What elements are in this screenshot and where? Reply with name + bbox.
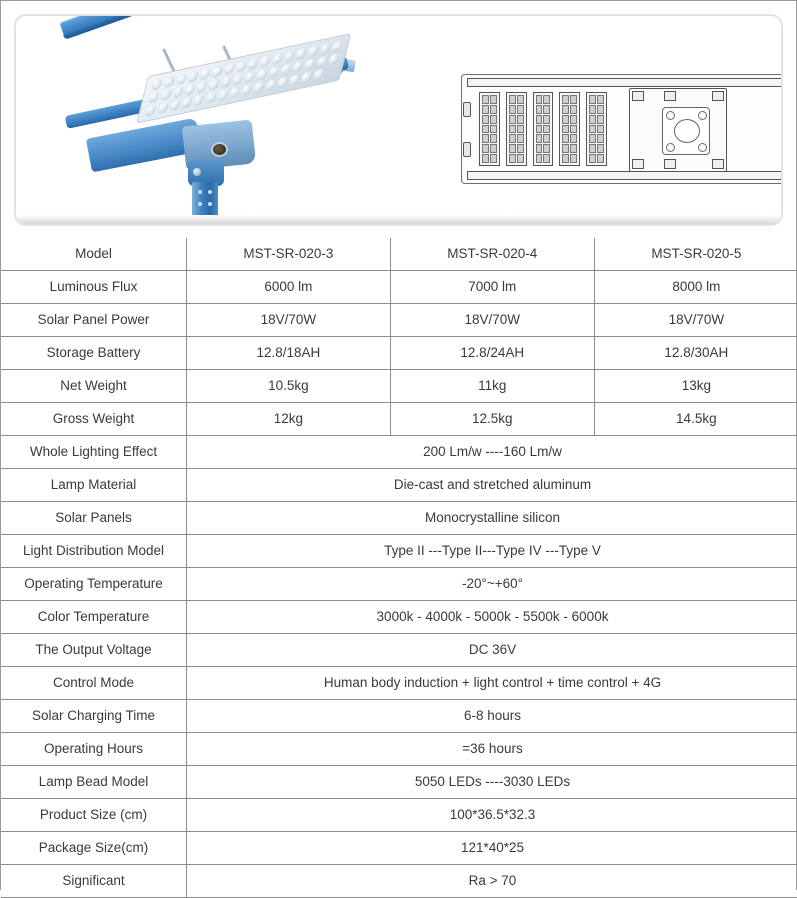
spec-value: 10.5kg <box>187 370 391 403</box>
spec-value: 200 Lm/w ----160 Lm/w <box>187 436 797 469</box>
mounting-bracket-outline <box>629 88 727 172</box>
bracket-tab <box>664 91 676 101</box>
spec-label: Lamp Material <box>1 469 187 502</box>
led-module-array <box>479 92 607 166</box>
side-nub <box>781 118 783 133</box>
spec-value: 8000 lm <box>594 271 797 304</box>
spec-value: 18V/70W <box>390 304 594 337</box>
led-module <box>586 92 607 166</box>
table-row <box>1 469 797 502</box>
spec-value: 12.5kg <box>390 403 594 436</box>
spec-value: =36 hours <box>187 733 797 766</box>
spec-value: 121*40*25 <box>187 832 797 865</box>
table-row <box>1 601 797 634</box>
mount-bolt <box>666 143 675 152</box>
surface-shadow <box>16 215 781 224</box>
bracket-tab <box>664 159 676 169</box>
spec-value: 12kg <box>187 403 391 436</box>
product-image-panel <box>14 14 783 226</box>
table-row <box>1 865 797 898</box>
solar-street-light-render <box>56 16 386 226</box>
spec-value: 3000k - 4000k - 5000k - 5500k - 6000k <box>187 601 797 634</box>
spec-label: Model <box>1 238 187 271</box>
table-row <box>1 370 797 403</box>
table-row <box>1 799 797 832</box>
led-module <box>479 92 500 166</box>
spec-label: Package Size(cm) <box>1 832 187 865</box>
spec-value: Ra > 70 <box>187 865 797 898</box>
spec-value: 100*36.5*32.3 <box>187 799 797 832</box>
spec-label: Light Distribution Model <box>1 535 187 568</box>
led-dot-grid <box>144 40 343 117</box>
spec-value: 14.5kg <box>594 403 797 436</box>
mount-bolt <box>666 111 675 120</box>
spec-value: 12.8/30AH <box>594 337 797 370</box>
bracket-tab <box>632 159 644 169</box>
spec-label: Storage Battery <box>1 337 187 370</box>
product-image-canvas <box>16 16 781 224</box>
spec-label: Significant <box>1 865 187 898</box>
spec-label: Solar Panel Power <box>1 304 187 337</box>
spec-value: Type II ---Type II---Type IV ---Type V <box>187 535 797 568</box>
spec-value: DC 36V <box>187 634 797 667</box>
pole-bore-outline <box>674 119 700 143</box>
table-row <box>1 733 797 766</box>
spec-value: Monocrystalline silicon <box>187 502 797 535</box>
mount-bolt <box>698 143 707 152</box>
side-nub <box>463 142 471 157</box>
mount-bolt <box>698 111 707 120</box>
table-row <box>1 766 797 799</box>
spec-value: Human body induction + light control + time control + 4G <box>187 667 797 700</box>
spec-value: Die-cast and stretched aluminum <box>187 469 797 502</box>
spec-value: 6000 lm <box>187 271 391 304</box>
side-nub <box>463 102 471 117</box>
housing-top-rail <box>467 78 783 87</box>
table-row <box>1 271 797 304</box>
led-module <box>559 92 580 166</box>
spec-value: 5050 LEDs ----3030 LEDs <box>187 766 797 799</box>
clamp-bolt-graphic <box>193 168 201 176</box>
table-row <box>1 535 797 568</box>
spec-value: MST-SR-020-4 <box>390 238 594 271</box>
table-row <box>1 337 797 370</box>
table-row <box>1 700 797 733</box>
spec-value: 7000 lm <box>390 271 594 304</box>
table-row <box>1 304 797 337</box>
spec-value: 18V/70W <box>187 304 391 337</box>
spec-value: MST-SR-020-3 <box>187 238 391 271</box>
spec-label: Control Mode <box>1 667 187 700</box>
spec-label: Net Weight <box>1 370 187 403</box>
table-row <box>1 436 797 469</box>
spec-label: Color Temperature <box>1 601 187 634</box>
table-row <box>1 634 797 667</box>
led-panel-graphic <box>136 33 351 124</box>
specification-table <box>1 238 797 898</box>
spec-label: Operating Temperature <box>1 568 187 601</box>
table-row <box>1 832 797 865</box>
spec-value: 12.8/18AH <box>187 337 391 370</box>
spec-label: Lamp Bead Model <box>1 766 187 799</box>
bracket-tab <box>712 159 724 169</box>
table-row <box>1 568 797 601</box>
spec-label: The Output Voltage <box>1 634 187 667</box>
spec-value: 18V/70W <box>594 304 797 337</box>
spec-value: -20°~+60° <box>187 568 797 601</box>
spec-value: MST-SR-020-5 <box>594 238 797 271</box>
led-module <box>506 92 527 166</box>
lamp-bottom-view-drawing <box>461 74 783 184</box>
specification-table-body <box>1 238 797 898</box>
bracket-tab <box>632 91 644 101</box>
spec-label: Operating Hours <box>1 733 187 766</box>
spec-label: Solar Charging Time <box>1 700 187 733</box>
table-row <box>1 238 797 271</box>
table-row <box>1 403 797 436</box>
led-module <box>533 92 554 166</box>
spec-value: 6-8 hours <box>187 700 797 733</box>
spec-value: 12.8/24AH <box>390 337 594 370</box>
motion-sensor-icon <box>211 142 228 157</box>
spec-label: Gross Weight <box>1 403 187 436</box>
table-row <box>1 667 797 700</box>
housing-bottom-rail <box>467 171 783 180</box>
spec-label: Solar Panels <box>1 502 187 535</box>
spec-value: 11kg <box>390 370 594 403</box>
spec-value: 13kg <box>594 370 797 403</box>
bracket-tab <box>712 91 724 101</box>
spec-label: Whole Lighting Effect <box>1 436 187 469</box>
table-row <box>1 502 797 535</box>
spec-label: Luminous Flux <box>1 271 187 304</box>
spec-label: Product Size (cm) <box>1 799 187 832</box>
